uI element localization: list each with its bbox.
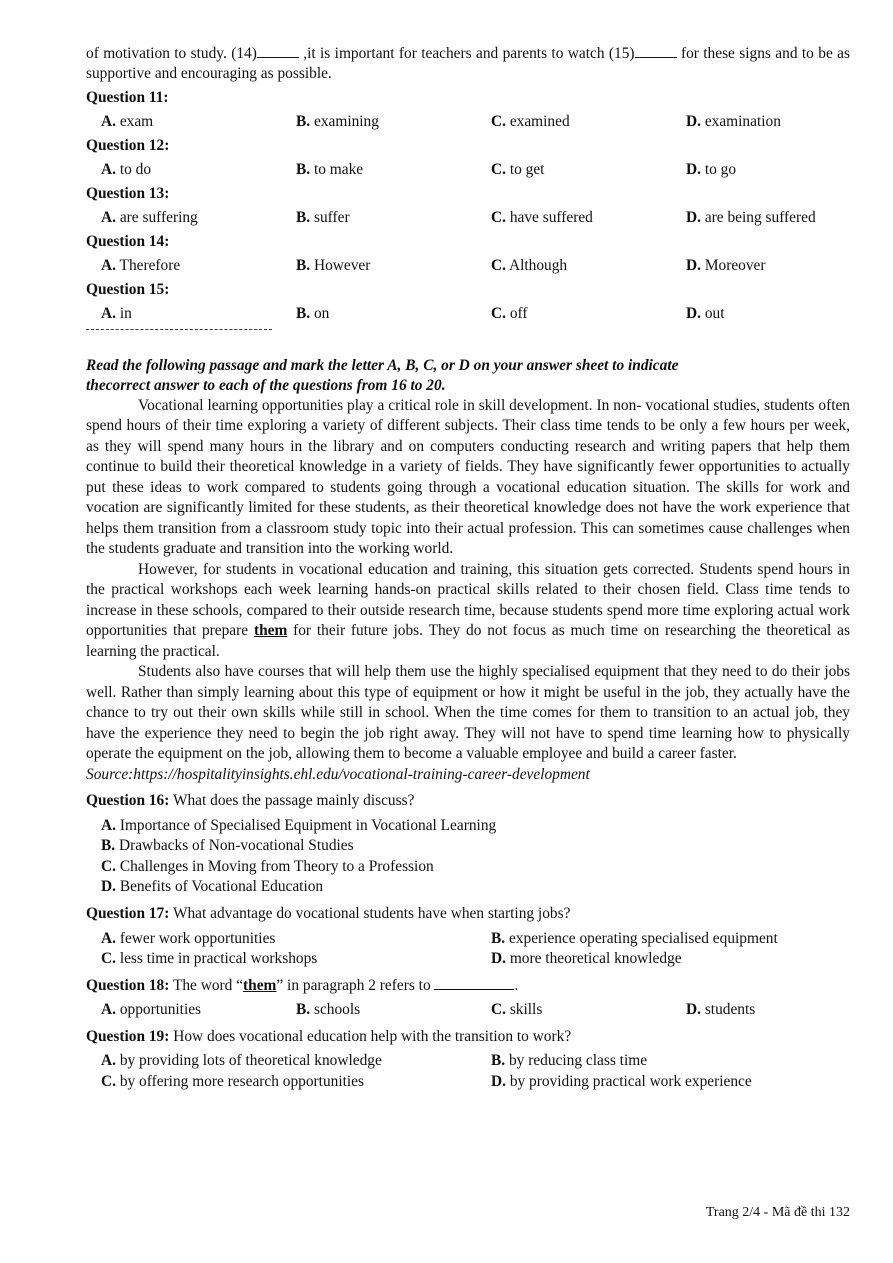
option-b[interactable]: B. suffer (296, 209, 350, 227)
passage-paragraph-3: Students also have courses that will help them use the highly specialised equipment that they need to do their jobs well. Rather than simply learning about this type of equipment or how it might be useful in the job, they actually have the chance to try out their own skills while still in school. When the time comes for them to transition to an actual job, they have the experience they need to begin the job right away. They will not have to spend time learning how to physically operate the equipment on the job, allowing them to become a valuable employee and build a career faster. (86, 663, 850, 763)
exam-page (86, 44, 850, 1093)
options-row (86, 1072, 850, 1093)
intro-text: ,it is important for teachers and parents to watch (15) (298, 45, 635, 62)
option-b[interactable]: B. by reducing class time (491, 1052, 648, 1070)
option-c[interactable]: C. off (491, 305, 528, 323)
option-a[interactable]: A. to do (101, 161, 152, 179)
options-row (86, 1000, 850, 1020)
option-a[interactable]: A. Importance of Specialised Equipment in Vocational Learning (101, 816, 497, 834)
intro-text: for these signs and to be as supportive and encouraging as possible. (86, 45, 850, 83)
option-c[interactable]: C. Although (491, 257, 568, 275)
option-d[interactable]: D. more theoretical knowledge (491, 950, 682, 968)
option-b[interactable]: B. schools (296, 1001, 361, 1019)
options-grid (86, 929, 850, 970)
option-c[interactable]: C. examined (491, 113, 570, 131)
section-divider (86, 329, 272, 330)
option-b[interactable]: B. Drawbacks of Non-vocational Studies (101, 837, 354, 855)
question-19: Question 19: How does vocational education help with the transition to work? (86, 1027, 572, 1045)
option-d[interactable]: D. Moreover (686, 257, 766, 275)
option-a[interactable]: A. by providing lots of theoretical knowledge (101, 1052, 382, 1070)
option-a[interactable]: A. are suffering (101, 209, 198, 227)
option-a[interactable]: A. fewer work opportunities (101, 929, 276, 947)
question-label: Question 11: (86, 88, 169, 106)
option-d[interactable]: D. by providing practical work experience (491, 1072, 752, 1090)
blank-14 (257, 45, 299, 58)
referent-word: them (253, 622, 288, 640)
referent-word: them (243, 976, 277, 994)
option-c[interactable]: C. less time in practical workshops (101, 950, 318, 968)
question-label: Question 14: (86, 232, 170, 250)
option-b[interactable]: B. However (296, 257, 371, 275)
passage-paragraph-1: Vocational learning opportunities play a critical role in skill development. In non- vocational studies, students often spend hours of their time exploring a variety of different subjects. Their class time tends to be only a few hours per week, as they will spend many hours in the library and on computers conducting research and writing papers that help them continue to build their theoretical knowledge in a variety of fields. They have significantly fewer opportunities to actually put these ideas to work compared to students going through a vocational education situation. The skills for work and vocation are significantly limited for these students, as their theoretical knowledge does not have the work experience that helps them transition from a classroom study topic into their actual profession. This can sometimes cause challenges when the students graduate and transition into the working world. (86, 396, 850, 558)
option-a[interactable]: A. in (101, 305, 132, 323)
options-list (86, 816, 850, 899)
options-row (86, 208, 850, 228)
option-c[interactable]: C. skills (491, 1001, 543, 1019)
option-d[interactable]: D. to go (686, 161, 737, 179)
option-c[interactable]: C. have suffered (491, 209, 593, 227)
question-label: Question 13: (86, 184, 170, 202)
options-row (86, 304, 850, 324)
option-d[interactable]: D. students (686, 1001, 756, 1019)
option-b[interactable]: B. to make (296, 161, 364, 179)
options-row (86, 929, 850, 950)
question-label: Question 12: (86, 136, 170, 154)
option-c[interactable]: C. to get (491, 161, 545, 179)
option-a[interactable]: A. exam (101, 113, 154, 131)
options-row (86, 949, 850, 970)
options-row (86, 160, 850, 180)
option-a[interactable]: A. opportunities (101, 1001, 202, 1019)
passage-paragraph-2: However, for students in vocational education and training, this situation gets corrected. Students spend hours in the practical workshops each week learning hands-on practical skills related to their chosen field. Class time tends to increase in these schools, compared to their outside research time, because students spend more time exploring actual work opportunities that prepare them for their future jobs. They do not focus as much time on researching the theoretical as learning the practical. (86, 560, 850, 660)
option-d[interactable]: D. examination (686, 113, 781, 131)
passage-source: Source:https://hospitalityinsights.ehl.edu/vocational-training-career-development (86, 765, 590, 783)
option-d[interactable]: D. Benefits of Vocational Education (101, 878, 324, 896)
option-c[interactable]: C. Challenges in Moving from Theory to a Profession (101, 857, 434, 875)
question-17: Question 17: What advantage do vocational students have when starting jobs? (86, 905, 571, 923)
option-b[interactable]: B. examining (296, 113, 379, 131)
options-row (86, 1051, 850, 1072)
options-row (86, 256, 850, 276)
option-b[interactable]: B. experience operating specialised equipment (491, 929, 778, 947)
intro-text: of motivation to study. (14) (86, 45, 257, 62)
section-instruction: Read the following passage and mark the letter A, B, C, or D on your answer sheet to indicate thecorrect answer to each of the questions from 16 to 20. (86, 356, 679, 394)
option-c[interactable]: C. by offering more research opportunities (101, 1072, 364, 1090)
question-16: Question 16: What does the passage mainly discuss? (86, 792, 415, 810)
question-18: Question 18: The word “them” in paragraph 2 refers to . (86, 976, 519, 994)
option-a[interactable]: A. Therefore (101, 257, 181, 275)
cloze-passage-end (86, 44, 850, 85)
option-d[interactable]: D. are being suffered (686, 209, 816, 227)
options-row (86, 112, 850, 132)
blank-15 (635, 45, 677, 58)
page-footer: Trang 2/4 - Mã đề thi 132 (705, 1205, 850, 1220)
option-d[interactable]: D. out (686, 305, 725, 323)
options-grid (86, 1051, 850, 1092)
answer-blank (434, 977, 514, 990)
question-label: Question 15: (86, 280, 170, 298)
option-b[interactable]: B. on (296, 305, 330, 323)
